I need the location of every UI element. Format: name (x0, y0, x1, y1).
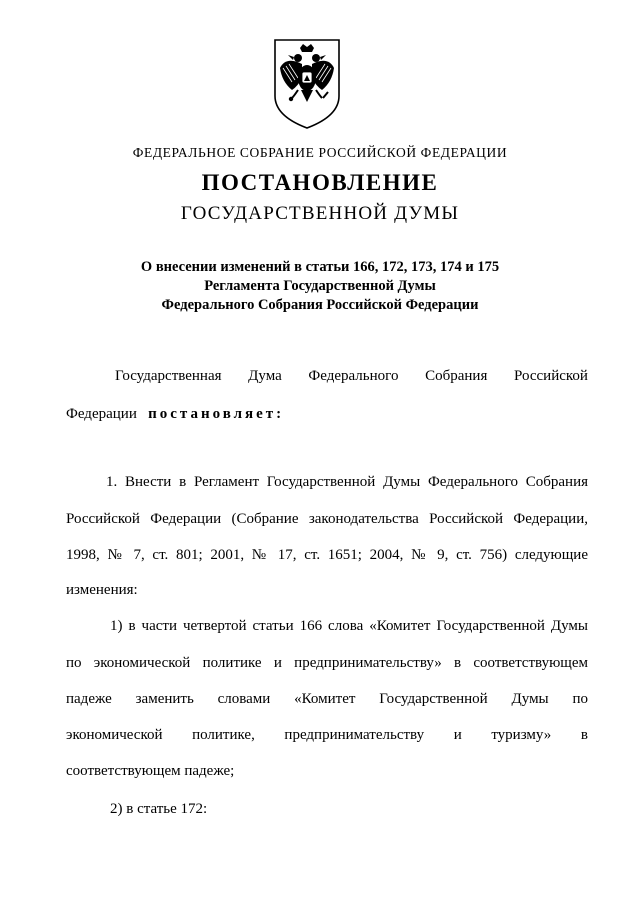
subitem-word: политике, (192, 727, 255, 743)
preamble-word: Государственная (115, 368, 222, 384)
item-1-line-1: 1. Внести в Регламент Государственной Думы Федерального Собрания (106, 474, 588, 490)
subitem-word: и (453, 727, 462, 743)
russian-coat-of-arms-icon (272, 38, 342, 130)
item-1-line-2: Российской Федерации (Собрание законодательства Российской Федерации, (66, 511, 588, 527)
subitem-word: «Комитет (294, 691, 356, 707)
subitem-1-line-4 (66, 727, 588, 744)
preamble-resolves: постановляет: (148, 406, 285, 422)
subitem-word: словами (217, 691, 271, 707)
subitem-word: падеже (66, 691, 112, 707)
item-1-line-3: 1998, № 7, ст. 801; 2001, № 17, ст. 1651; 2004, № 9, ст. 756) следующие (66, 547, 588, 563)
subject-line-3: Федерального Собрания Российской Федерации (161, 297, 479, 313)
document-subject (0, 258, 640, 315)
subitem-1-line-5: соответствующем падеже; (66, 763, 235, 779)
preamble-word: Собрания (425, 368, 488, 384)
subject-line-1: О внесении изменений в статьи 166, 172, 173, 174 и 175 (140, 259, 500, 275)
preamble-line-2 (66, 406, 588, 423)
subitem-word: в (580, 727, 588, 743)
subject-line-2: Регламента Государственной Думы (204, 278, 436, 294)
preamble-line-1 (115, 368, 588, 385)
subitem-word: туризму» (491, 727, 552, 743)
subitem-word: предпринимательству (284, 727, 425, 743)
subitem-1-line-1: 1) в части четвертой статьи 166 слова «Комитет Государственной Думы (110, 618, 588, 634)
subitem-1-line-2: по экономической политике и предпринимательству» в соответствующем (66, 655, 588, 671)
subitem-word: по (572, 691, 588, 707)
subitem-1-line-3 (66, 691, 588, 708)
organization-name: ФЕДЕРАЛЬНОЕ СОБРАНИЕ РОССИЙСКОЙ ФЕДЕРАЦИИ (132, 145, 508, 160)
document-type: ПОСТАНОВЛЕНИЕ (201, 170, 439, 195)
preamble-federation: Федерации (66, 406, 137, 422)
subitem-word: заменить (135, 691, 194, 707)
document-issuer: ГОСУДАРСТВЕННОЙ ДУМЫ (180, 203, 460, 224)
subitem-word: Государственной (379, 691, 488, 707)
preamble-word: Дума (248, 368, 282, 384)
preamble-word: Российской (514, 368, 588, 384)
subitem-2-line-1: 2) в статье 172: (110, 801, 208, 817)
subitem-word: Думы (511, 691, 549, 707)
subitem-word: экономической (66, 727, 163, 743)
item-1-line-4: изменения: (66, 582, 138, 598)
preamble-word: Федерального (308, 368, 399, 384)
